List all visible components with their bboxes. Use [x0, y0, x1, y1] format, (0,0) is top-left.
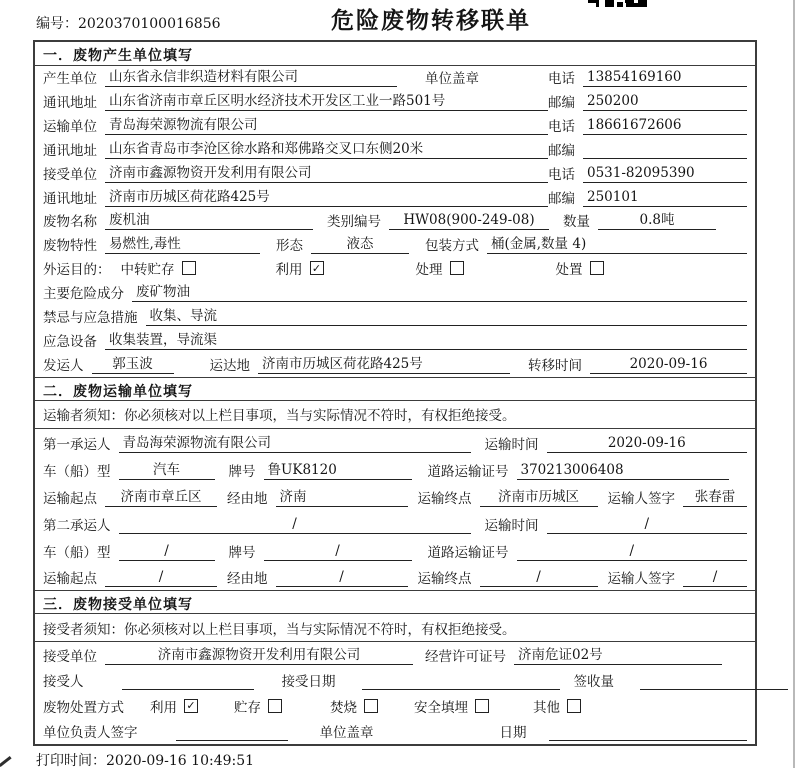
producer-address-field: 山东省济南市章丘区明水经济技术开发区工业一路501号: [105, 93, 548, 111]
category-code-field: HW08(900-249-08): [389, 212, 549, 230]
carrier2-field: /: [119, 516, 471, 534]
waste-name-field: 废机油: [105, 212, 313, 230]
via2-field: /: [276, 569, 408, 587]
receiver-phone-label: 电话: [548, 166, 575, 183]
row-purpose: [35, 257, 755, 281]
received-qty-label: 签收量: [573, 674, 614, 691]
row-carrier2: [35, 510, 755, 537]
disposal-store-label: 贮存: [234, 699, 261, 716]
print-time-value: 2020-09-16 10:49:51: [106, 753, 255, 769]
disposal-option-use: [150, 696, 198, 716]
origin1-field: 济南市章丘区: [105, 489, 217, 507]
producer-address-group: [43, 91, 548, 111]
section1-heading: 一．废物产生单位填写: [35, 42, 755, 66]
end2-label: 运输终点: [417, 571, 472, 588]
destination-label: 运达地: [209, 357, 250, 374]
accept-date-label: 接受日期: [281, 674, 336, 691]
end2-field: /: [480, 569, 598, 587]
purpose-use-checkbox: ✓: [310, 261, 324, 275]
carrier1-field: 青岛海荣源物流有限公司: [119, 435, 471, 453]
plate2-field: /: [264, 543, 412, 561]
unit-seal-label-3: 单位盖章: [319, 725, 374, 742]
page-title: 危险废物转移联单: [331, 7, 531, 34]
origin1-label: 运输起点: [43, 490, 97, 507]
receiver-label: 接受单位: [43, 166, 97, 183]
transporter-name-field: 青岛海荣源物流有限公司: [105, 117, 548, 135]
row-route1: [35, 483, 755, 510]
transporter-address-field: 山东省青岛市李沧区徐水路和郑佛路交叉口东侧20米: [105, 141, 548, 159]
producer-zip-label: 邮编: [548, 94, 575, 111]
disposal-option-burn: [330, 696, 378, 716]
permit1-field: 370213006408: [517, 462, 730, 480]
receiver-zip-field: 250101: [583, 189, 747, 207]
row-transporter-address: [35, 138, 755, 162]
signer1-field: 张春雷: [683, 489, 747, 507]
packing-field: 桶(金属,数量 4): [487, 236, 747, 254]
row-receive-notice: [35, 614, 755, 642]
character-label: 废物特性: [43, 238, 97, 255]
transporter-zip-field: [583, 142, 747, 159]
hazard-label: 主要危险成分: [43, 286, 124, 303]
signer1-label: 运输人签字: [607, 490, 675, 507]
shipper-label: 发运人: [43, 357, 84, 374]
row-equipment: [35, 329, 755, 353]
producer-phone-field: 13854169160: [583, 69, 747, 87]
row-carrier1: [35, 429, 755, 456]
category-label: 类别编号: [327, 214, 381, 231]
row-receiver: [35, 162, 755, 186]
scan-corner-mark: [0, 756, 11, 767]
producer-label: 产生单位: [43, 70, 97, 87]
purpose-option-use: [276, 258, 324, 278]
row-accept-unit: [35, 642, 755, 667]
transporter-phone-field: 18661672606: [583, 117, 747, 135]
purpose-option-treat: [416, 258, 464, 278]
receiver-address-label: 通讯地址: [43, 190, 97, 207]
row-acceptor: [35, 668, 755, 693]
transporter-label: 运输单位: [43, 118, 97, 135]
purpose-dispose-label: 处置: [555, 262, 583, 279]
signer2-field: /: [683, 569, 747, 587]
disposal-label: 废物处置方式: [43, 699, 124, 716]
date-field: [549, 724, 748, 741]
disposal-option-landfill: [414, 696, 489, 716]
receiver-address-field: 济南市历城区荷花路425号: [105, 189, 548, 207]
destination-field: 济南市历城区荷花路425号: [258, 356, 510, 374]
serial-value: 2020370100016856: [78, 16, 221, 32]
via1-label: 经由地: [227, 490, 268, 507]
disposal-use-label: 利用: [150, 699, 177, 716]
time1-field: 2020-09-16: [547, 435, 748, 453]
row-waste-name: [35, 210, 755, 234]
permit2-field: /: [517, 543, 748, 561]
disposal-store-checkbox: [268, 699, 282, 713]
character-field: 易燃性,毒性: [105, 236, 260, 254]
print-time-line: [36, 750, 254, 770]
date-label: 日期: [499, 725, 527, 742]
row-taboo: [35, 305, 755, 329]
purpose-dispose-checkbox: [590, 261, 604, 275]
time2-field: /: [547, 516, 748, 534]
purpose-option-dispose: [556, 258, 604, 278]
carrier1-label: 第一承运人: [43, 436, 111, 453]
taboo-field: 收集、导流: [146, 308, 748, 326]
transporter-phone-label: 电话: [548, 118, 575, 135]
vehicle1-label: 车（船）型: [43, 463, 111, 480]
row-producer: [35, 66, 755, 90]
disposal-landfill-label: 安全填埋: [414, 699, 468, 716]
plate1-label: 牌号: [228, 463, 256, 480]
quantity-label: 数量: [563, 214, 590, 231]
manifest-form: [33, 40, 757, 746]
receiver-phone-field: 0531-82095390: [583, 165, 747, 183]
row-disposal: [35, 693, 755, 718]
receiver-zip-label: 邮编: [548, 190, 575, 207]
page-edge-line: [793, 0, 796, 768]
transporter-address-group: [43, 139, 548, 159]
producer-name-field: 山东省永信非织造材料有限公司: [105, 69, 397, 87]
equipment-field: 收集装置，导流渠: [105, 332, 747, 350]
vehicle2-label: 车（船）型: [43, 544, 111, 561]
row-transport-notice: [35, 401, 755, 429]
purpose-transfer-checkbox: [182, 261, 196, 275]
hazard-field: 废矿物油: [132, 284, 747, 302]
taboo-label: 禁忌与应急措施: [43, 310, 138, 327]
quantity-field: 0.8吨: [598, 212, 716, 230]
accept-unit-label: 接受单位: [43, 648, 97, 665]
packing-label: 包装方式: [425, 238, 479, 255]
purpose-label: 外运目的：: [43, 262, 111, 279]
purpose-transfer-label: 中转贮存: [120, 262, 175, 279]
via1-field: 济南: [276, 489, 408, 507]
qr-code-fragment: [588, 0, 652, 8]
disposal-option-store: [234, 696, 282, 716]
receiver-group: [43, 163, 548, 183]
disposal-option-other: [533, 696, 581, 716]
section3-heading: 三．废物接受单位填写: [35, 590, 755, 614]
permit1-label: 道路运输证号: [427, 463, 509, 480]
accept-date-field: [362, 673, 560, 690]
producer-address-label: 通讯地址: [43, 94, 97, 111]
serial-number-line: [36, 13, 221, 33]
end1-label: 运输终点: [417, 490, 472, 507]
accept-unit-field: 济南市鑫源物资开发利用有限公司: [105, 647, 413, 665]
purpose-use-label: 利用: [275, 262, 303, 279]
row-shipper: [35, 353, 755, 377]
row-route2: [35, 564, 755, 591]
disposal-other-checkbox: [567, 699, 581, 713]
origin2-field: /: [105, 569, 217, 587]
waste-name-label: 废物名称: [43, 214, 97, 231]
receiver-address-group: [43, 187, 548, 207]
plate2-label: 牌号: [228, 544, 256, 561]
vehicle1-field: 汽车: [119, 462, 215, 480]
row-vehicle1: [35, 456, 755, 483]
disposal-use-checkbox: ✓: [184, 699, 198, 713]
acceptor-field: [122, 673, 254, 690]
print-time-label: 打印时间：: [36, 753, 106, 769]
row-receiver-address: [35, 186, 755, 210]
via2-label: 经由地: [227, 571, 268, 588]
shipper-field: 郭玉波: [92, 356, 174, 374]
row-transporter: [35, 114, 755, 138]
transporter-address-label: 通讯地址: [43, 142, 97, 159]
received-qty-field: [640, 673, 788, 690]
section2-heading: 二．废物运输单位填写: [35, 377, 755, 401]
chief-sign-label: 单位负责人签字: [43, 725, 138, 742]
time2-label: 运输时间: [484, 517, 539, 534]
carrier2-label: 第二承运人: [43, 517, 111, 534]
time1-label: 运输时间: [484, 436, 539, 453]
permit2-label: 道路运输证号: [427, 544, 509, 561]
acceptor-label: 接受人: [43, 674, 84, 691]
disposal-burn-label: 焚烧: [330, 699, 357, 716]
chief-sign-field: [176, 724, 288, 741]
license-label: 经营许可证号: [425, 648, 506, 665]
disposal-landfill-checkbox: [475, 699, 489, 713]
receiver-name-field: 济南市鑫源物资开发利用有限公司: [105, 165, 548, 183]
unit-seal-label: 单位盖章: [425, 70, 479, 87]
license-field: 济南危证02号: [514, 647, 722, 665]
serial-label: 编号：: [36, 16, 78, 32]
purpose-option-transfer: [121, 258, 196, 278]
row-hazard: [35, 281, 755, 305]
row-waste-character: [35, 233, 755, 257]
purpose-treat-label: 处理: [415, 262, 443, 279]
transfer-time-field: 2020-09-16: [590, 356, 747, 374]
producer-phone-label: 电话: [548, 70, 575, 87]
purpose-treat-checkbox: [450, 261, 464, 275]
origin2-label: 运输起点: [43, 571, 97, 588]
form-label: 形态: [276, 238, 303, 255]
row-vehicle2: [35, 537, 755, 564]
receive-notice-text: 接受者须知：你必须核对以上栏目事项，当与实际情况不符时，有权拒绝接受。: [43, 621, 516, 638]
plate1-field: 鲁UK8120: [264, 462, 412, 480]
transporter-zip-label: 邮编: [548, 142, 575, 159]
end1-field: 济南市历城区: [480, 489, 598, 507]
producer-zip-field: 250200: [583, 93, 747, 111]
equipment-label: 应急设备: [43, 334, 97, 351]
signer2-label: 运输人签字: [607, 571, 675, 588]
form-field: 液态: [311, 236, 409, 254]
row-producer-address: [35, 90, 755, 114]
vehicle2-field: /: [119, 543, 215, 561]
row-chief-sign: [35, 719, 755, 744]
producer-left-group: [43, 67, 548, 87]
disposal-burn-checkbox: [364, 699, 378, 713]
transport-notice-text: 运输者须知：你必须核对以上栏目事项，当与实际情况不符时，有权拒绝接受。: [43, 408, 516, 425]
transfer-time-label: 转移时间: [528, 357, 582, 374]
transporter-group: [43, 115, 548, 135]
disposal-other-label: 其他: [533, 699, 560, 716]
